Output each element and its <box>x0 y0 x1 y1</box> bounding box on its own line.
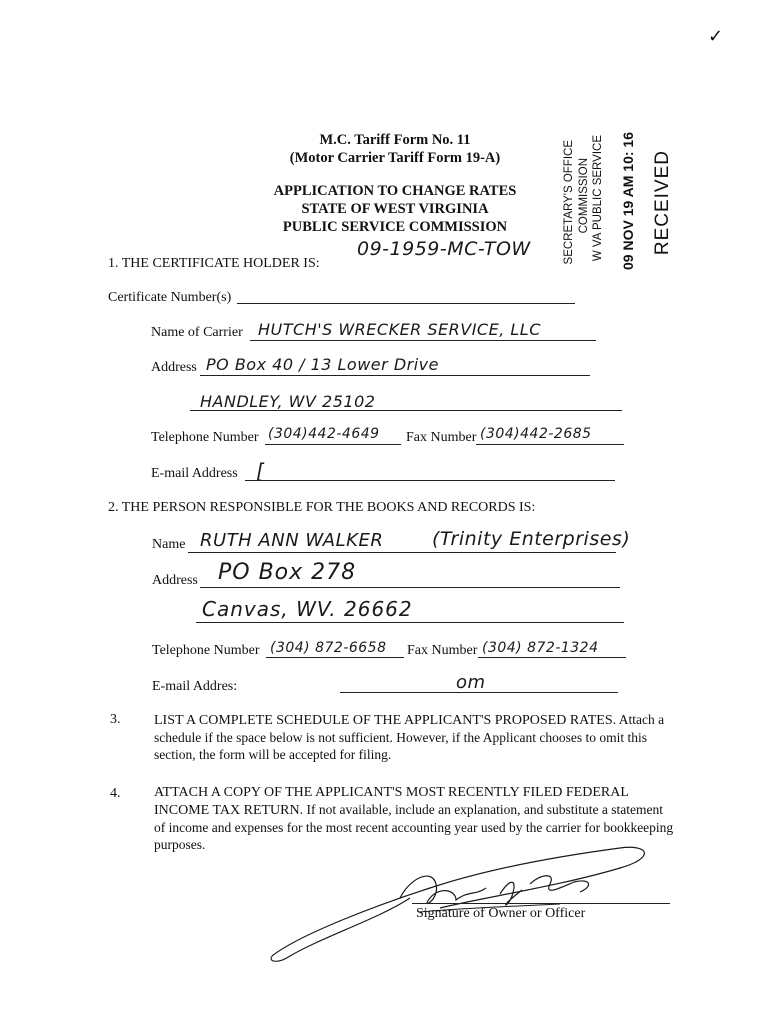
person-address-label: Address <box>152 573 198 588</box>
stamp-line-2: COMMISSION <box>578 158 590 234</box>
telephone-label: Telephone Number <box>151 430 259 445</box>
person-name-value: RUTH ANN WALKER <box>200 530 384 551</box>
section-1-heading: 1. THE CERTIFICATE HOLDER IS: <box>108 256 320 271</box>
section-3-number: 3. <box>110 712 121 727</box>
person-address-line-1-value: PO Box 278 <box>218 560 357 585</box>
carrier-name-line <box>250 340 596 341</box>
received-stamp: RECEIVED <box>652 150 673 256</box>
person-fax-label: Fax Number <box>407 643 478 658</box>
fax-label: Fax Number <box>406 430 477 445</box>
carrier-name-value: HUTCH'S WRECKER SERVICE, LLC <box>258 320 541 339</box>
section-2-heading: 2. THE PERSON RESPONSIBLE FOR THE BOOKS AND RECORDS IS: <box>108 500 536 515</box>
section-4-text-body: If not available, include an explanation, and substitute a statement of income and expenses for the most recent accounting year used by the carrier for bookkeeping purposes. <box>154 802 674 852</box>
person-telephone-value: (304) 872-6658 <box>270 640 387 656</box>
address-line-2-line <box>190 410 622 411</box>
person-address-line-1-line <box>200 587 620 588</box>
fax-line <box>476 444 624 445</box>
section-3-text <box>154 711 674 763</box>
address-line-2-value: HANDLEY, WV 25102 <box>200 392 376 411</box>
signature-line <box>412 903 670 904</box>
form-title: APPLICATION TO CHANGE RATES <box>273 183 517 199</box>
section-4-text-heading: ATTACH A COPY OF THE APPLICANT'S MOST RECENTLY FILED FEDERAL INCOME TAX RETURN. <box>154 785 629 818</box>
telephone-line <box>265 444 401 445</box>
section-3-text-body: Attach a schedule if the space below is not sufficient. However, if the Applicant chooses to omit this section, the form will be accepted for filing. <box>154 712 665 762</box>
email-label: E-mail Address <box>151 466 238 481</box>
person-email-label: E-mail Addres: <box>152 679 238 694</box>
person-company-note: (Trinity Enterprises) <box>432 528 631 550</box>
person-email-value: om <box>456 672 486 693</box>
person-fax-line <box>478 657 626 658</box>
person-name-label: Name <box>152 537 186 552</box>
fax-value: (304)442-2685 <box>480 426 592 442</box>
person-address-line-2-line <box>196 622 624 623</box>
person-email-line <box>340 692 618 693</box>
stamp-date: 09 NOV 19 AM 10: 16 <box>620 132 636 270</box>
person-telephone-line <box>266 657 404 658</box>
certificate-number-label: Certificate Number(s) <box>108 290 232 305</box>
address-line-1-value: PO Box 40 / 13 Lower Drive <box>206 355 439 374</box>
person-address-line-2-value: Canvas, WV. 26662 <box>202 597 413 621</box>
state-name: STATE OF WEST VIRGINIA <box>301 201 489 217</box>
form-number: M.C. Tariff Form No. 11 <box>319 132 471 148</box>
stamp-line-3: SECRETARY'S OFFICE <box>563 140 575 265</box>
form-alt-number: (Motor Carrier Tariff Form 19-A) <box>289 150 501 166</box>
section-3-text-heading: LIST A COMPLETE SCHEDULE OF THE APPLICANT'S PROPOSED RATES. <box>154 713 617 728</box>
check-mark: ✓ <box>708 26 724 47</box>
commission-name: PUBLIC SERVICE COMMISSION <box>282 219 508 235</box>
section-4-number: 4. <box>110 786 121 801</box>
signature-caption: Signature of Owner or Officer <box>416 906 586 921</box>
email-line <box>245 480 615 481</box>
telephone-value: (304)442-4649 <box>268 426 380 442</box>
stamp-line-1: W VA PUBLIC SERVICE <box>592 135 604 262</box>
certificate-number-line <box>237 303 575 304</box>
person-telephone-label: Telephone Number <box>152 643 260 658</box>
case-number: 09-1959-MC-TOW <box>357 238 531 260</box>
person-name-line <box>188 552 616 553</box>
email-value: [ <box>256 459 265 483</box>
address-line-1-line <box>200 375 590 376</box>
carrier-name-label: Name of Carrier <box>151 325 243 340</box>
person-fax-value: (304) 872-1324 <box>482 640 599 656</box>
address-label: Address <box>151 360 197 375</box>
